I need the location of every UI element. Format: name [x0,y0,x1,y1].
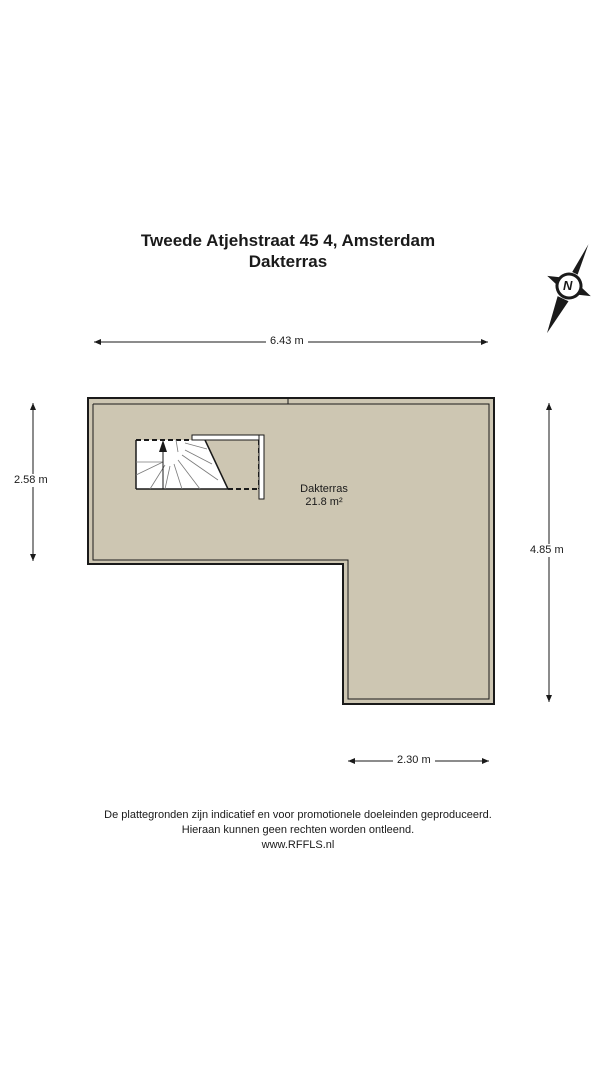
disclaimer [0,808,596,853]
room-label [274,483,374,509]
dimension-height-right: 4.85 m [526,544,568,557]
compass-label: N [563,278,573,293]
room-area: 21.8 m² [305,496,343,508]
room-name: Dakterras [300,483,348,495]
disclaimer-line-1: De plattegronden zijn indicatief en voor promotionele doeleinden geproduceerd. [104,809,492,821]
disclaimer-line-2: Hieraan kunnen geen rechten worden ontleend. [181,824,415,836]
dimension-width-top: 6.43 m [266,335,308,348]
dimension-width-bottom: 2.30 m [393,754,435,767]
dimension-height-left: 2.58 m [10,474,52,487]
floor-title: Dakterras [248,252,328,271]
website-link[interactable]: www.RFFLS.nl [261,839,335,851]
plan-title: Tweede Atjehstraat 45 4, Amsterdam [140,231,436,250]
